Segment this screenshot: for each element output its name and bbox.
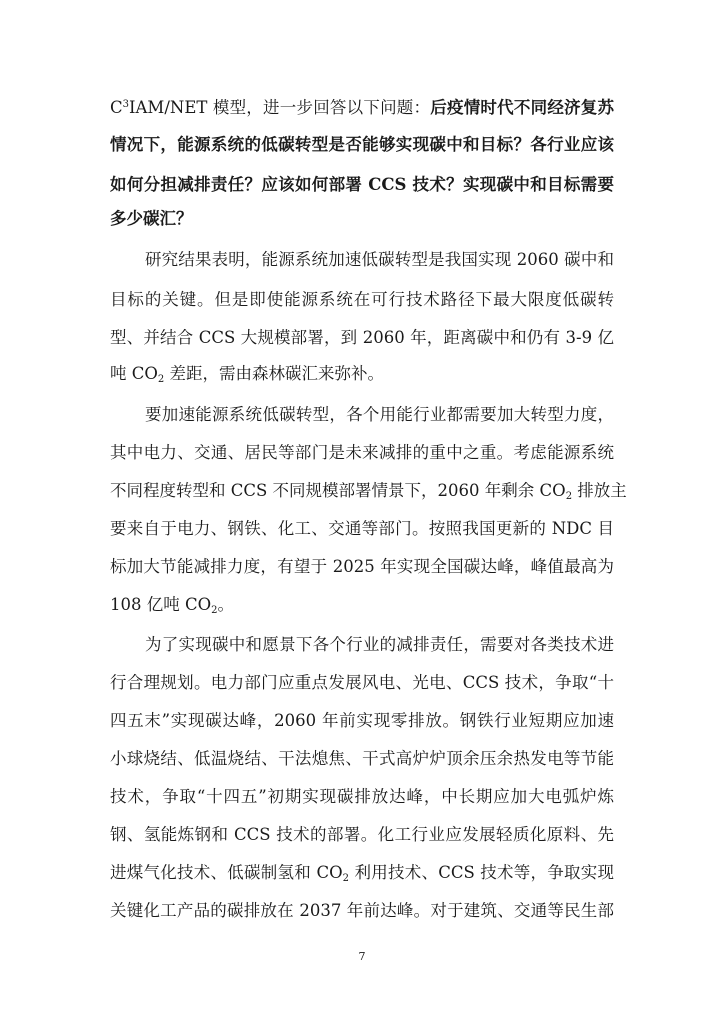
paragraph-1-line-1: $C^3IAM$/NET 模型，进一步回答以下问题：后疫情时代不同经济复苏 <box>110 98 615 117</box>
paragraph-4-line-5: 技术，争取“十四五”初期实现碳排放达峰，中长期应加大电弧炉炼 <box>110 787 614 806</box>
paragraph-3-line-2: 其中电力、交通、居民等部门是未来减排的重中之重。考虑能源系统 <box>110 443 614 462</box>
paragraph-4-line-7: 进煤气化技术、低碳制氢和 $CO_2$ 利用技术、CCS 技术等，争取实现 <box>110 863 614 884</box>
paragraph-2-line-1: 研究结果表明，能源系统加速低碳转型是我国实现 2060 碳中和 <box>145 250 614 269</box>
paragraph-3-line-4: 要来自于电力、钢铁、化工、交通等部门。按照我国更新的 NDC 目 <box>110 519 614 538</box>
page-number: 7 <box>358 950 366 963</box>
paragraph-3-line-6: 108 亿吨 $CO_2$。 <box>110 595 235 616</box>
paragraph-4-line-6: 钢、氢能炼钢和 CCS 技术的部署。化工行业应发展轻质化原料、先 <box>110 825 614 844</box>
paragraph-1-line-2: 情况下，能源系统的低碳转型是否能够实现碳中和目标？各行业应该 <box>110 135 614 154</box>
paragraph-1-line-3: 如何分担减排责任？应该如何部署 CCS 技术？实现碳中和目标需要 <box>110 175 614 194</box>
bold-question-text: 后疫情时代不同经济复苏 <box>430 98 615 117</box>
paragraph-4-line-2: 行合理规划。电力部门应重点发展风电、光电、CCS 技术，争取“十 <box>110 673 614 692</box>
paragraph-2-line-4: 吨 $CO_2$ 差距，需由森林碳汇来弥补。 <box>110 364 385 385</box>
paragraph-4-line-4: 小球烧结、低温烧结、干法熄焦、干式高炉炉顶余压余热发电等节能 <box>110 749 614 768</box>
paragraph-3-line-5: 标加大节能减排力度，有望于 2025 年实现全国碳达峰，峰值最高为 <box>110 557 614 576</box>
paragraph-2-line-3: 型、并结合 CCS 大规模部署，到 2060 年，距离碳中和仍有 3-9 亿 <box>110 328 614 347</box>
paragraph-4-line-8: 关键化工产品的碳排放在 2037 年前达峰。对于建筑、交通等民生部 <box>110 901 614 920</box>
paragraph-4-line-3: 四五末”实现碳达峰，2060 年前实现零排放。钢铁行业短期应加速 <box>110 711 614 730</box>
paragraph-4-line-1: 为了实现碳中和愿景下各个行业的减排责任，需要对各类技术进 <box>145 635 614 654</box>
paragraph-3-line-3: 不同程度转型和 CCS 不同规模部署情景下，2060 年剩余 $CO_2$ 排放主 <box>110 481 627 502</box>
paragraph-3-line-1: 要加速能源系统低碳转型，各个用能行业都需要加大转型力度， <box>145 405 614 424</box>
paragraph-2-line-2: 目标的关键。但是即使能源系统在可行技术路径下最大限度低碳转 <box>110 290 614 309</box>
paragraph-1-line-4: 多少碳汇？ <box>110 209 193 228</box>
